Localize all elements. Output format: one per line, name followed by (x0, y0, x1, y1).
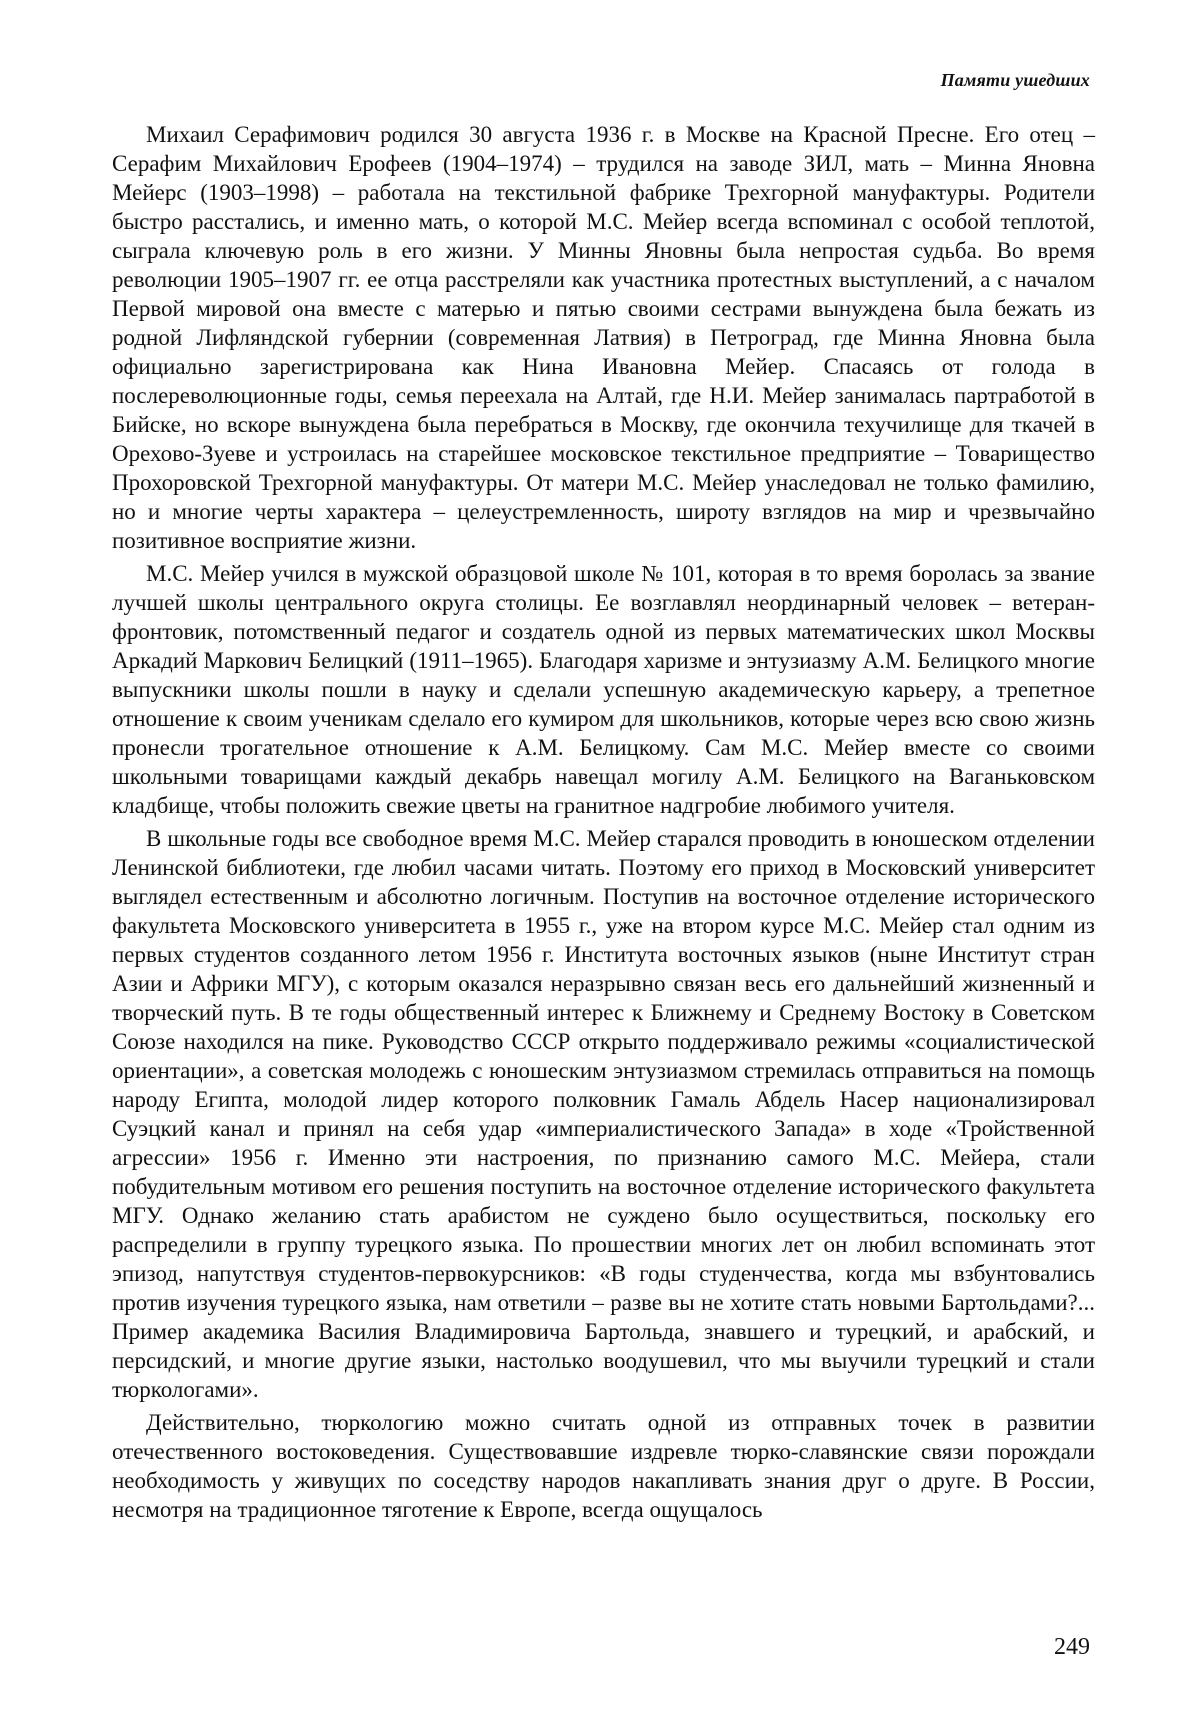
document-page (0, 0, 1200, 1719)
page-number: 249 (1054, 1634, 1090, 1661)
paragraph-1: Михаил Серафимович родился 30 августа 1936 г. в Москве на Красной Пресне. Его отец – Серафим Михайлович Ерофеев (1904–1974) – трудился на заводе ЗИЛ, мать – Минна Яновна Мейерс (1903–1998) – работала на текстильной фабрике Трехгорной мануфактуры. Родители быстро расстались, и именно мать, о которой М.С. Мейер всегда вспоминал с особой теплотой, сыграла ключевую роль в его жизни. У Минны Яновны была непростая судьба. Во время революции 1905–1907 гг. ее отца расстреляли как участника протестных выступлений, а с началом Первой мировой она вместе с матерью и пятью своими сестрами вынуждена была бежать из родной Лифляндской губернии (современная Латвия) в Петроград, где Минна Яновна была официально зарегистрирована как Нина Ивановна Мейер. Спасаясь от голода в послереволюционные годы, семья переехала на Алтай, где Н.И. Мейер занималась партработой в Бийске, но вскоре вынуждена была перебраться в Москву, где окончила техучилище для ткачей в Орехово-Зуеве и устроилась на старейшее московское текстильное предприятие – Товарищество Прохоровской Трехгорной мануфактуры. От матери М.С. Мейер унаследовал не только фамилию, но и многие черты характера – целеустремленность, широту взглядов на мир и чрезвычайно позитивное восприятие жизни. (112, 120, 1095, 555)
paragraph-4: Действительно, тюркологию можно считать одной из отправных точек в развитии отечественного востоковедения. Существовавшие издревле тюрко-славянские связи порождали необходимость у живущих по соседству народов накапливать знания друг о друге. В России, несмотря на традиционное тяготение к Европе, всегда ощущалось (112, 1408, 1095, 1524)
paragraph-3: В школьные годы все свободное время М.С. Мейер старался проводить в юношеском отделении Ленинской библиотеки, где любил часами читать. Поэтому его приход в Московский университет выглядел естественным и абсолютно логичным. Поступив на восточное отделение исторического факультета Московского университета в 1955 г., уже на втором курсе М.С. Мейер стал одним из первых студентов созданного летом 1956 г. Института восточных языков (ныне Институт стран Азии и Африки МГУ), с которым оказался неразрывно связан весь его дальнейший жизненный и творческий путь. В те годы общественный интерес к Ближнему и Среднему Востоку в Советском Союзе находился на пике. Руководство СССР открыто поддерживало режимы «социалистической ориентации», а советская молодежь с юношеским энтузиазмом стремилась отправиться на помощь народу Египта, молодой лидер которого полковник Гамаль Абдель Насер национализировал Суэцкий канал и принял на себя удар «империалистического Запада» в ходе «Тройственной агрессии» 1956 г. Именно эти настроения, по признанию самого М.С. Мейера, стали побудительным мотивом его решения поступить на восточное отделение исторического факультета МГУ. Однако желанию стать арабистом не суждено было осуществиться, поскольку его распределили в группу турецкого языка. По прошествии многих лет он любил вспоминать этот эпизод, напутствуя студентов-первокурсников: «В годы студенчества, когда мы взбунтовались против изучения турецкого языка, нам ответили – разве вы не хотите стать новыми Бартольдами?... Пример академика Василия Владимировича Бартольда, знавшего и турецкий, и арабский, и персидский, и многие другие языки, настолько воодушевил, что мы выучили турецкий и стали тюркологами». (112, 824, 1095, 1404)
running-head: Памяти ушедших (941, 70, 1090, 91)
paragraph-2: М.С. Мейер учился в мужской образцовой школе № 101, которая в то время боролась за звание лучшей школы центрального округа столицы. Ее возглавлял неординарный человек – ветеран-фронтовик, потомственный педагог и создатель одной из первых математических школ Москвы Аркадий Маркович Белицкий (1911–1965). Благодаря харизме и энтузиазму А.М. Белицкого многие выпускники школы пошли в науку и сделали успешную академическую карьеру, а трепетное отношение к своим ученикам сделало его кумиром для школьников, которые через всю свою жизнь пронесли трогательное отношение к А.М. Белицкому. Сам М.С. Мейер вместе со своими школьными товарищами каждый декабрь навещал могилу А.М. Белицкого на Ваганьковском кладбище, чтобы положить свежие цветы на гранитное надгробие любимого учителя. (112, 559, 1095, 820)
body-text (112, 120, 1095, 1524)
